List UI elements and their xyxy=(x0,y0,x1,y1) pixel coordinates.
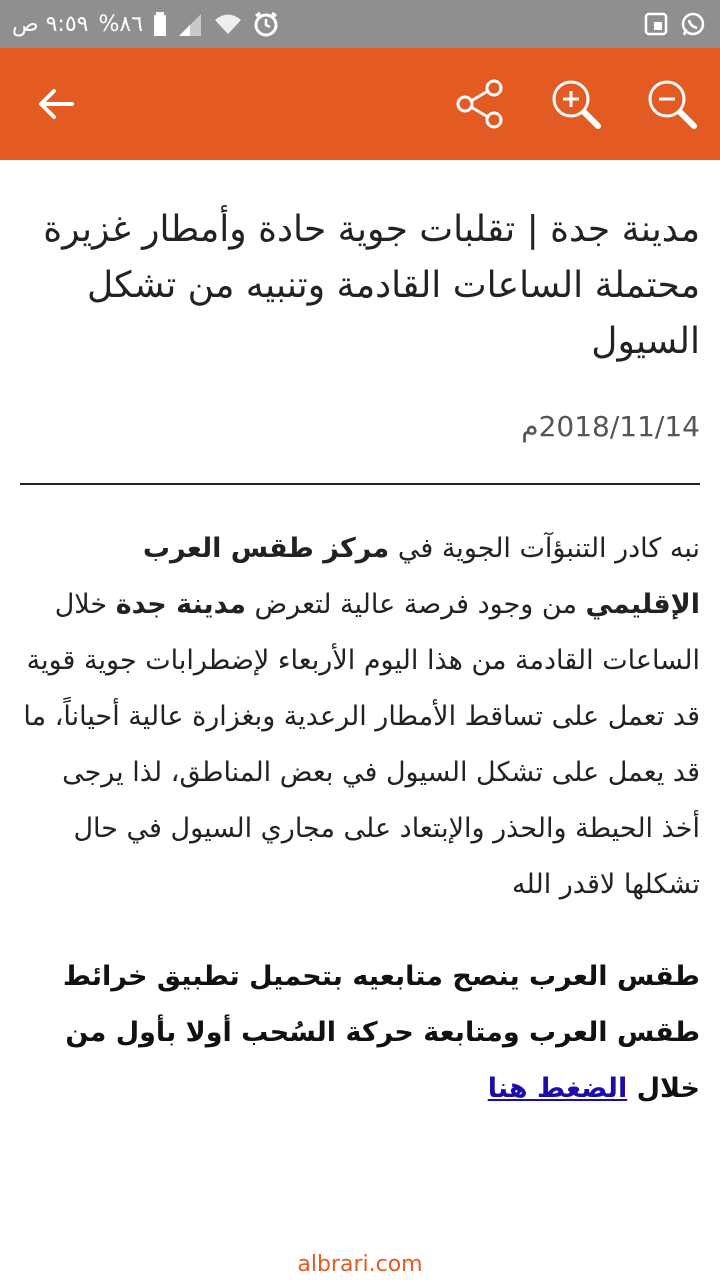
body-text-2: من وجود فرصة عالية لتعرض xyxy=(245,589,586,620)
body-bold-city: مدينة جدة xyxy=(115,589,246,620)
share-button[interactable] xyxy=(452,76,508,132)
signal-icon xyxy=(177,12,203,36)
battery-icon xyxy=(153,12,167,36)
promo-link[interactable]: الضغط هنا xyxy=(487,1073,628,1104)
divider xyxy=(20,483,700,485)
battery-percent: %٨٦ xyxy=(98,11,144,37)
article-date: 2018/11/14م xyxy=(521,410,700,443)
wifi-icon xyxy=(213,12,243,36)
alarm-icon xyxy=(253,11,279,37)
article-content xyxy=(20,160,700,1240)
article-body xyxy=(20,521,700,913)
whatsapp-icon xyxy=(680,11,706,37)
footer-site: albrari.com xyxy=(297,1252,423,1277)
zoom-out-icon xyxy=(645,77,699,131)
app-toolbar xyxy=(0,48,720,160)
zoom-in-button[interactable] xyxy=(548,76,604,132)
status-bar-right xyxy=(644,0,706,48)
article-title: مدينة جدة | تقلبات جوية حادة وأمطار غزيرة محتملة الساعات القادمة وتنبيه من تشكل السيول xyxy=(43,209,700,362)
body-bold-center: مركز طقس العرب الإقليمي xyxy=(142,533,700,620)
zoom-in-icon xyxy=(549,77,603,131)
promo-paragraph xyxy=(20,949,700,1117)
status-bar xyxy=(0,0,720,48)
body-text-1: نبه كادر التنبؤآت الجوية في xyxy=(389,533,700,564)
status-time: ٩:٥٩ ص xyxy=(12,11,89,37)
body-text-3: خلال الساعات القادمة من هذا اليوم الأربعاء لإضطرابات جوية قوية قد تعمل على تساقط الأمطار الرعدية وبغزارة عالية أحياناً، ما قد يعمل على تشكل السيول في بعض المناطق، لذا يرجى أخذ الحيطة والحذر والإبتعاد على مجاري السيول في حال تشكلها لاقدر الله xyxy=(23,589,700,900)
zoom-out-button[interactable] xyxy=(644,76,700,132)
back-arrow-icon xyxy=(36,84,76,124)
share-icon xyxy=(454,78,506,130)
status-bar-left xyxy=(12,0,279,48)
screen-icon xyxy=(644,12,668,36)
promo-text: طقس العرب ينصح متابعيه بتحميل تطبيق خرائط طقس العرب ومتابعة حركة السُحب أولا بأول من خلال xyxy=(62,961,700,1104)
back-button[interactable] xyxy=(28,76,84,132)
